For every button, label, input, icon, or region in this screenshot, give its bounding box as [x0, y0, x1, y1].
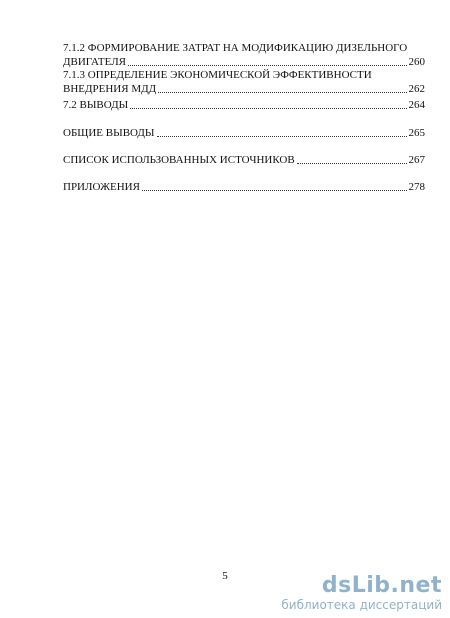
toc-entry-text: 7.1.2 ФОРМИРОВАНИЕ ЗАТРАТ НА МОДИФИКАЦИЮ ДИЗЕЛЬНОГО	[63, 42, 408, 54]
toc-entry-text: 7.2 ВЫВОДЫ	[63, 99, 129, 111]
toc-entry-page: 264	[408, 99, 425, 111]
toc-entry-text: 7.1.3 ОПРЕДЕЛЕНИЕ ЭКОНОМИЧЕСКОЙ ЭФФЕКТИВНОСТИ	[63, 69, 372, 81]
toc-entry-7-2	[63, 99, 425, 112]
toc-entry-page: 265	[408, 127, 425, 139]
watermark	[281, 574, 442, 612]
watermark-logo: dsLib.net	[321, 573, 442, 598]
toc-entry-page: 260	[408, 56, 425, 68]
dot-leader	[128, 57, 406, 66]
toc-entry-7-1-3-title	[63, 69, 425, 82]
toc-entry-page: 262	[408, 83, 425, 95]
page-number: 5	[222, 570, 228, 582]
toc-entry-page: 267	[408, 154, 425, 166]
toc-entry-text: ВНЕДРЕНИЯ МДД	[63, 83, 157, 95]
toc-entry-7-1-3	[63, 83, 425, 96]
toc-entry-7-1-2-title	[63, 42, 425, 55]
toc-entry-text: ПРИЛОЖЕНИЯ	[63, 181, 140, 193]
dot-leader	[130, 100, 406, 109]
dot-leader	[157, 128, 407, 137]
toc-entry-page: 278	[408, 181, 425, 193]
toc-entry-text: ОБЩИЕ ВЫВОДЫ	[63, 127, 155, 139]
watermark-subtitle: библиотека диссертаций	[281, 598, 442, 612]
toc-entry-references	[63, 154, 425, 167]
toc-entry-text: ДВИГАТЕЛЯ	[63, 56, 127, 68]
toc-entry-appendices	[63, 181, 425, 194]
dot-leader	[297, 155, 407, 164]
toc-entry-7-1-2	[63, 56, 425, 69]
dot-leader	[142, 182, 407, 191]
toc-entry-general-conclusions	[63, 127, 425, 140]
dot-leader	[158, 84, 406, 93]
toc-entry-text: СПИСОК ИСПОЛЬЗОВАННЫХ ИСТОЧНИКОВ	[63, 154, 295, 166]
